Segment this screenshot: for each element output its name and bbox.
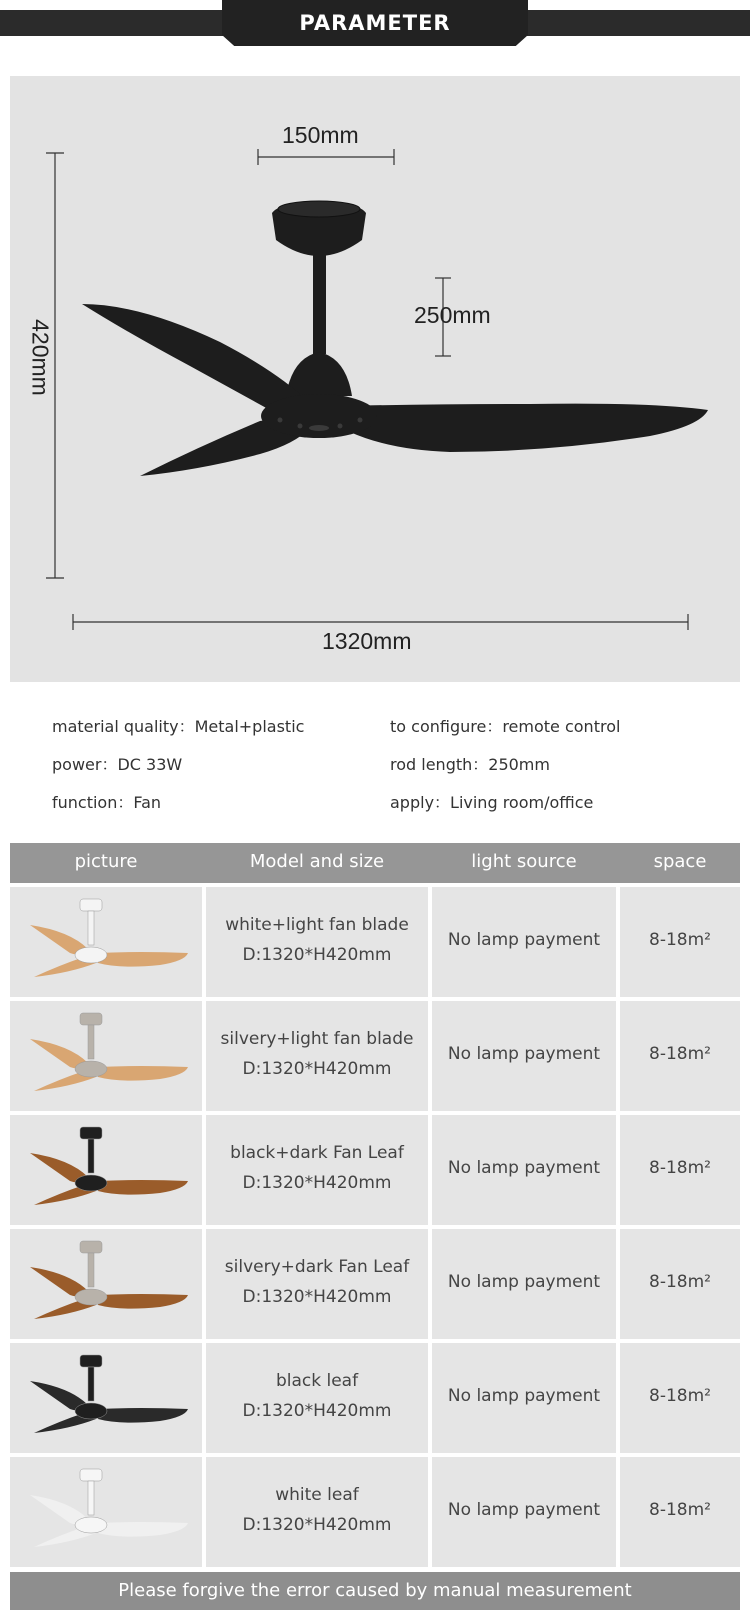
model-size: D:1320*H420mm (242, 1287, 392, 1307)
model-name: silvery+dark Fan Leaf (224, 1257, 410, 1277)
model-name: black+dark Fan Leaf (230, 1143, 404, 1163)
model-size: D:1320*H420mm (242, 1515, 392, 1535)
space-cell (620, 1343, 740, 1453)
model-size: D:1320*H420mm (242, 1401, 392, 1421)
picture-cell (10, 887, 202, 997)
dimension-diagram (10, 76, 740, 682)
col-picture: picture (74, 851, 138, 872)
ceiling-fan (82, 201, 708, 476)
picture-cell (10, 1001, 202, 1111)
space-cell (620, 1001, 740, 1111)
spec-material: material quality：Metal+plastic (52, 717, 305, 736)
dim-diameter: 1320mm (322, 628, 412, 654)
light-source: No lamp payment (447, 1500, 601, 1520)
fan-thumbnail (10, 1343, 202, 1453)
picture-cell (10, 1229, 202, 1339)
fan-thumbnail (10, 887, 202, 997)
dim-height: 420mm (27, 319, 54, 396)
light-cell (432, 887, 616, 997)
fan-thumbnail (10, 1229, 202, 1339)
model-size: D:1320*H420mm (242, 945, 392, 965)
space-value: 8-18m² (649, 1158, 711, 1178)
spec-configure: to configure：remote control (390, 717, 621, 736)
light-source: No lamp payment (447, 1272, 601, 1292)
spec-rod-length: rod length：250mm (390, 755, 550, 774)
model-size: D:1320*H420mm (242, 1173, 392, 1193)
model-cell (206, 1343, 428, 1453)
col-space: space (653, 851, 707, 872)
table-header (10, 843, 740, 883)
light-cell (432, 1457, 616, 1567)
light-cell (432, 1229, 616, 1339)
space-cell (620, 1457, 740, 1567)
model-name: black leaf (275, 1371, 359, 1391)
model-name: silvery+light fan blade (220, 1029, 414, 1049)
space-cell (620, 887, 740, 997)
picture-cell (10, 1115, 202, 1225)
model-cell (206, 1229, 428, 1339)
fan-thumbnail (10, 1115, 202, 1225)
light-source: No lamp payment (447, 930, 601, 950)
picture-cell (10, 1457, 202, 1567)
light-source: No lamp payment (447, 1386, 601, 1406)
footer-note: Please forgive the error caused by manual measurement (10, 1572, 740, 1610)
space-cell (620, 1115, 740, 1225)
dimension-lines (46, 149, 688, 630)
space-value: 8-18m² (649, 1500, 711, 1520)
model-size: D:1320*H420mm (242, 1059, 392, 1079)
space-value: 8-18m² (649, 930, 711, 950)
space-value: 8-18m² (649, 1272, 711, 1292)
spec-function: function：Fan (52, 793, 162, 812)
model-cell (206, 1001, 428, 1111)
fan-thumbnail (10, 1001, 202, 1111)
model-name: white leaf (275, 1485, 359, 1505)
light-source: No lamp payment (447, 1158, 601, 1178)
col-light: light source (471, 851, 577, 872)
spec-apply: apply：Living room/office (390, 793, 594, 812)
picture-cell (10, 1343, 202, 1453)
light-cell (432, 1001, 616, 1111)
col-model: Model and size (249, 851, 385, 872)
light-cell (432, 1343, 616, 1453)
space-value: 8-18m² (649, 1044, 711, 1064)
model-cell (206, 1115, 428, 1225)
space-value: 8-18m² (649, 1386, 711, 1406)
light-source: No lamp payment (447, 1044, 601, 1064)
space-cell (620, 1229, 740, 1339)
model-name: white+light fan blade (225, 915, 409, 935)
model-cell (206, 887, 428, 997)
dim-rod: 250mm (414, 302, 491, 328)
model-cell (206, 1457, 428, 1567)
spec-power: power：DC 33W (52, 755, 183, 774)
fan-drawing (10, 76, 740, 682)
page-title: PARAMETER (299, 11, 451, 35)
light-cell (432, 1115, 616, 1225)
fan-thumbnail (10, 1457, 202, 1567)
dim-top-width: 150mm (282, 122, 359, 148)
